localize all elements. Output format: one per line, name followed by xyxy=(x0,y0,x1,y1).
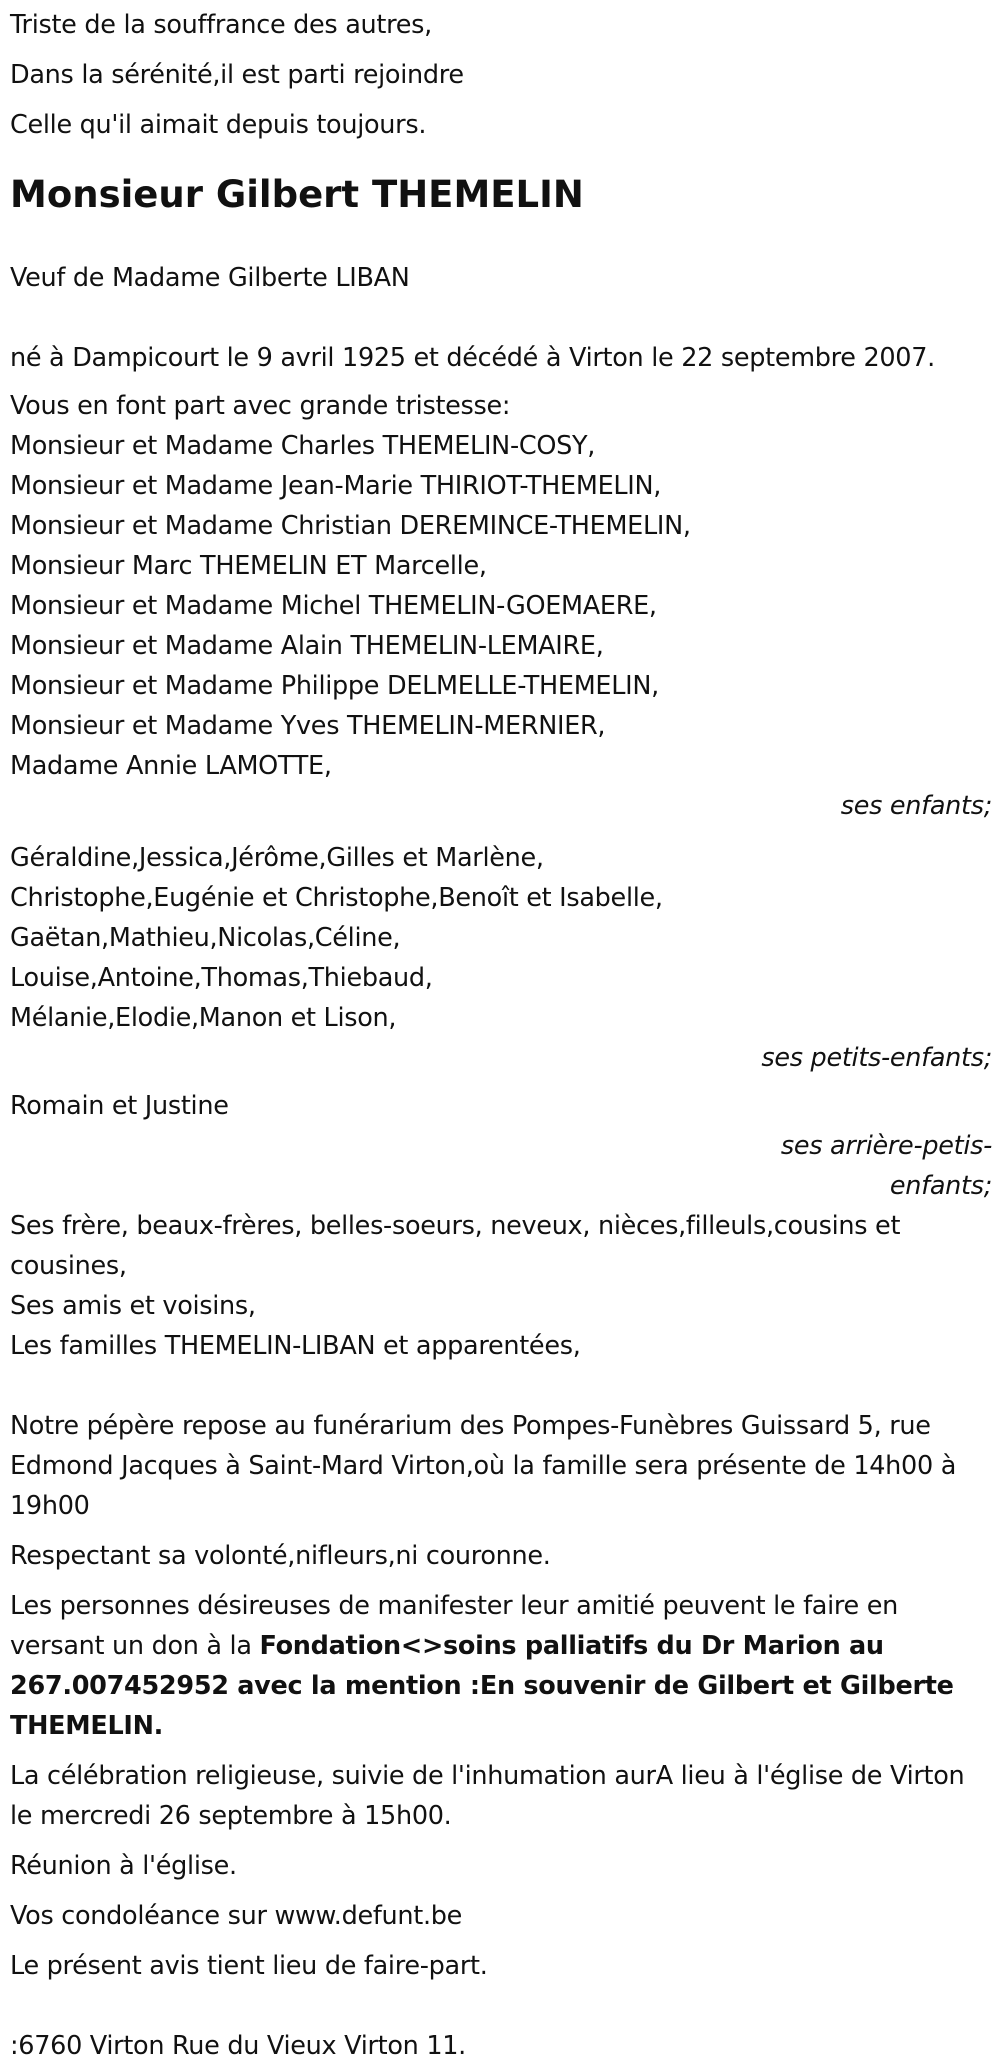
list-item: Monsieur et Madame Philippe DELMELLE-THEMELIN, xyxy=(10,671,659,701)
list-item: Romain et Justine xyxy=(10,1091,229,1121)
grandchildren-list xyxy=(10,838,994,1038)
announcement-intro: Vous en font part avec grande tristesse: xyxy=(10,391,511,421)
spouse-line: Veuf de Madame Gilberte LIBAN xyxy=(10,263,410,293)
condolences-info: Vos condoléance sur www.defunt.be xyxy=(10,1901,463,1931)
list-item: Géraldine,Jessica,Jérôme,Gilles et Marlène, xyxy=(10,843,544,873)
great-grandchildren-role-label-cont: enfants; xyxy=(889,1171,992,1201)
poem xyxy=(10,0,994,150)
donation-foundation: Fondation<>soins palliatifs du Dr Marion au 267.007452952 avec la mention :En souvenir de Gilbert et Gilberte THEMELIN. xyxy=(10,1631,954,1741)
address-info: :6760 Virton Rue du Vieux Virton 11. xyxy=(10,2031,466,2061)
list-item: Monsieur et Madame Jean-Marie THIRIOT-THEMELIN, xyxy=(10,471,662,501)
list-item: Madame Annie LAMOTTE, xyxy=(10,751,332,781)
list-item: Monsieur Marc THEMELIN ET Marcelle, xyxy=(10,551,487,581)
other-relatives-list xyxy=(10,1206,994,1366)
wishes-info: Respectant sa volonté,nifleurs,ni couronne. xyxy=(10,1541,551,1571)
list-item: Ses amis et voisins, xyxy=(10,1291,256,1321)
list-item: Ses frère, beaux-frères, belles-soeurs, neveux, nièces,filleuls,cousins et cousines, xyxy=(10,1211,901,1281)
children-list xyxy=(10,426,994,786)
ceremony-info: La célébration religieuse, suivie de l'inhumation aurA lieu à l'église de Virton le mercredi 26 septembre à 15h00. xyxy=(10,1761,965,1831)
list-item: Louise,Antoine,Thomas,Thiebaud, xyxy=(10,963,433,993)
list-item: Monsieur et Madame Yves THEMELIN-MERNIER, xyxy=(10,711,606,741)
list-item: Monsieur et Madame Alain THEMELIN-LEMAIRE, xyxy=(10,631,604,661)
children-role-label: ses enfants; xyxy=(840,791,992,821)
list-item: Gaëtan,Mathieu,Nicolas,Céline, xyxy=(10,923,401,953)
great-grandchildren-list xyxy=(10,1086,994,1126)
great-grandchildren-role-label: ses arrière-petis- xyxy=(780,1131,992,1161)
donation-text: Les personnes désireuses de manifester leur amitié peuvent le faire en versant un don à la xyxy=(10,1591,898,1661)
poem-line: Celle qu'il aimait depuis toujours. xyxy=(10,110,427,140)
deceased-name: Monsieur Gilbert THEMELIN xyxy=(10,173,584,216)
notice-info: Le présent avis tient lieu de faire-part. xyxy=(10,1951,488,1981)
spacer xyxy=(10,1986,994,2026)
funerarium-info: Notre pépère repose au funérarium des Pompes-Funèbres Guissard 5, rue Edmond Jacques à Saint-Mard Virton,où la famille sera présente de 14h00 à 19h00 xyxy=(10,1411,957,1521)
grandchildren-role-label: ses petits-enfants; xyxy=(761,1043,992,1073)
donation-info xyxy=(10,1586,994,1746)
list-item: Monsieur et Madame Charles THEMELIN-COSY, xyxy=(10,431,596,461)
list-item: Les familles THEMELIN-LIBAN et apparentées, xyxy=(10,1331,581,1361)
poem-line: Dans la sérénité,il est parti rejoindre xyxy=(10,60,464,90)
list-item: Monsieur et Madame Michel THEMELIN-GOEMAERE, xyxy=(10,591,657,621)
list-item: Christophe,Eugénie et Christophe,Benoît et Isabelle, xyxy=(10,883,663,913)
list-item: Monsieur et Madame Christian DEREMINCE-THEMELIN, xyxy=(10,511,691,541)
spacer xyxy=(10,1366,994,1406)
poem-line: Triste de la souffrance des autres, xyxy=(10,10,432,40)
birth-death-line: né à Dampicourt le 9 avril 1925 et décédé à Virton le 22 septembre 2007. xyxy=(10,343,935,373)
meeting-info: Réunion à l'église. xyxy=(10,1851,237,1881)
list-item: Mélanie,Elodie,Manon et Lison, xyxy=(10,1003,397,1033)
